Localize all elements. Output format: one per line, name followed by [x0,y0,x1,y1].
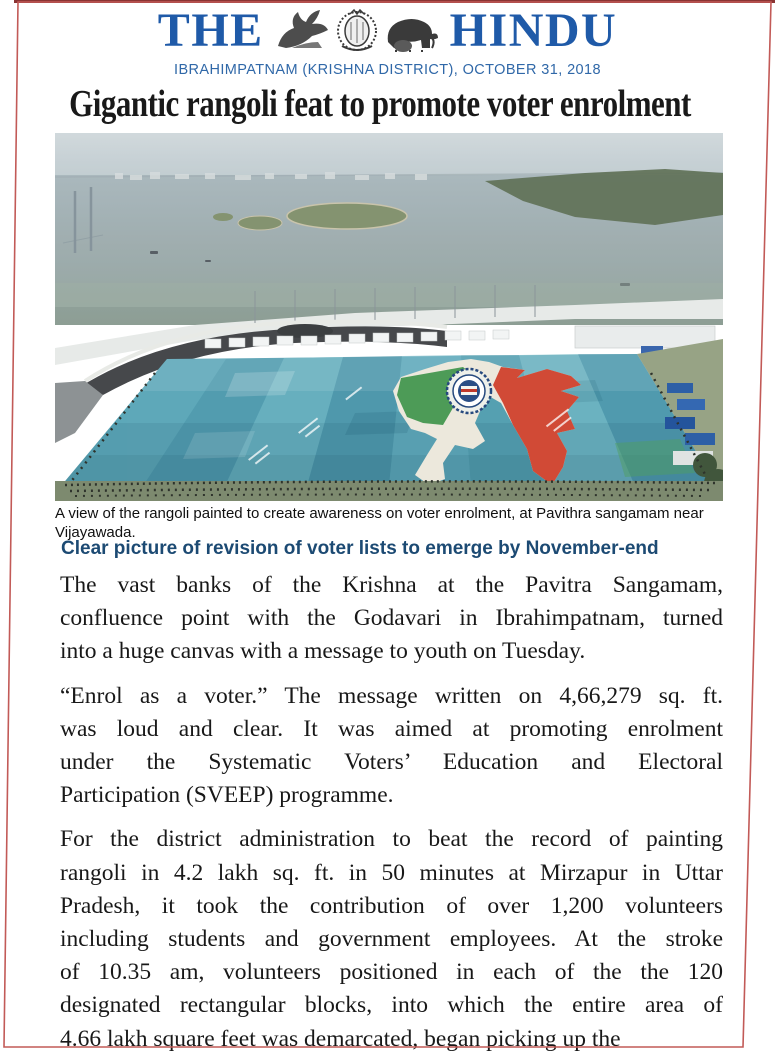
top-strip [14,0,775,3]
hindu-crest-emblem-icon [272,6,442,56]
body-paragraph [60,569,723,669]
body-line: into a huge canvas with a message to youth on Tuesday. [60,638,586,665]
article-photo [55,133,723,501]
article-body [60,569,723,1052]
body-line: Participation (SVEEP) programme. [60,782,394,809]
body-line: The vast banks of the Krishna at the Pavitra Sangamam, [60,572,723,598]
body-line: 4.66 lakh square feet was demarcated, began picking up the [60,1025,621,1052]
body-line: of 10.35 am, volunteers positioned in each of the the 120 [60,959,723,986]
body-paragraph [60,823,723,1052]
article-headline: Gigantic rangoli feat to promote voter enrolment [69,81,691,125]
article-subheading: Clear picture of revision of voter lists to emerge by November-end [61,538,659,559]
masthead [0,5,775,57]
body-line: rangoli in 4.2 lakh sq. ft. in 50 minutes at Mirzapur in Uttar [60,859,723,886]
body-line: Pradesh, it took the contribution of over 1,200 volunteers [60,892,723,919]
voter-logo-emblem [447,369,491,413]
body-line: was loud and clear. It was aimed at promoting enrolment [60,715,723,742]
masthead-word-the: THE [157,4,264,57]
body-paragraph [60,680,723,813]
dateline: IBRAHIMPATNAM (KRISHNA DISTRICT), OCTOBER 31, 2018 [174,62,601,78]
aerial-photo-illustration [55,133,723,501]
body-line: designated rectangular blocks, into which the entire area of [60,992,723,1019]
body-line: under the Systematic Voters’ Education and Electoral [60,749,723,776]
masthead-word-hindu: HINDU [449,4,618,57]
body-line: “Enrol as a voter.” The message written on 4,66,279 sq. ft. [60,682,723,709]
left-road [55,381,103,443]
body-line: confluence point with the Godavari in Ibrahimpatnam, turned [60,605,723,632]
body-line: including students and government employees. At the stroke [60,926,723,953]
photo-caption: A view of the rangoli painted to create awareness on voter enrolment, at Pavithra sangamam near Vijayawada. [55,505,704,541]
body-line: For the district administration to beat the record of painting [60,826,723,853]
